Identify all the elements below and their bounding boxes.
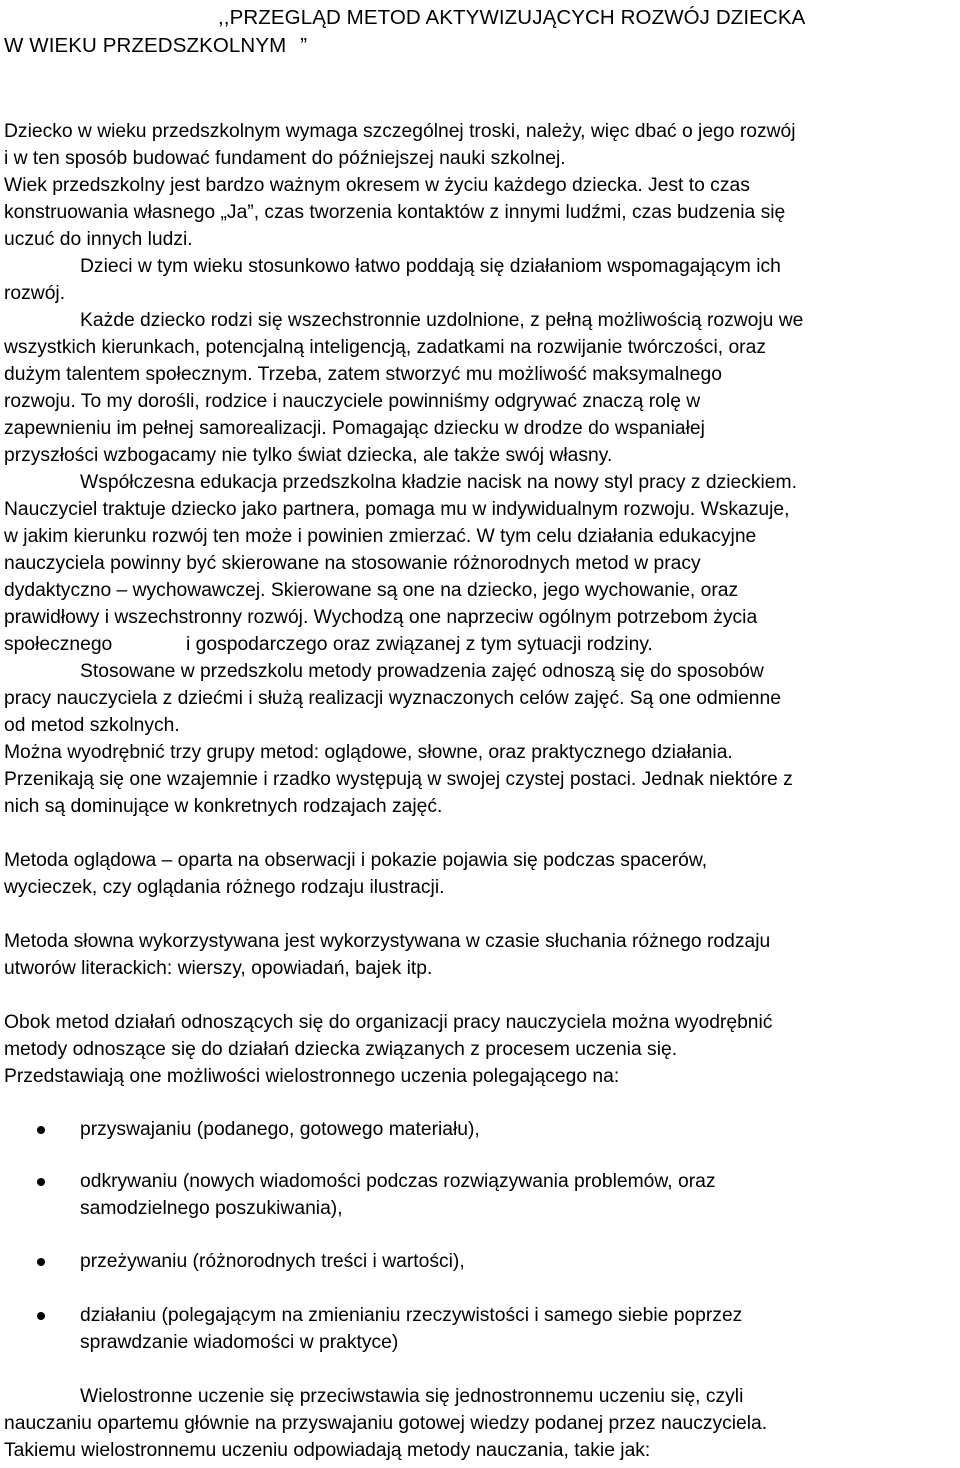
paragraph-line: od metod szkolnych. <box>4 715 180 736</box>
paragraph-line: konstruowania własnego „Ja”, czas tworzenia kontaktów z innymi ludźmi, czas budzenia się <box>4 202 786 223</box>
paragraph-line: pracy nauczyciela z dziećmi i służą realizacji wyznaczonych celów zajęć. Są one odmienne <box>4 688 781 709</box>
document-title-line-2 <box>4 33 307 59</box>
paragraph-line: Obok metod działań odnoszących się do organizacji pracy nauczyciela można wyodrębnić <box>4 1012 773 1033</box>
paragraph-line: Nauczyciel traktuje dziecko jako partnera, pomaga mu w indywidualnym rozwoju. Wskazuje, <box>4 499 790 520</box>
paragraph-line: uczuć do innych ludzi. <box>4 229 193 250</box>
paragraph-line: prawidłowy i wszechstronny rozwój. Wychodzą one naprzeciw ogólnym potrzebom życia <box>4 607 758 628</box>
paragraph-line: dydaktyczno – wychowawczej. Skierowane są one na dziecko, jego wychowanie, oraz <box>4 580 739 601</box>
paragraph-line: Można wyodrębnić trzy grupy metod: oglądowe, słowne, oraz praktycznego działania. <box>4 742 733 763</box>
paragraph-line: wszystkich kierunkach, potencjalną inteligencją, zadatkami na rozwijanie twórczości, oraz <box>4 337 766 358</box>
paragraph-line: Wiek przedszkolny jest bardzo ważnym okresem w życiu każdego dziecka. Jest to czas <box>4 175 750 196</box>
paragraph-line: Metoda oglądowa – oparta na obserwacji i pokazie pojawia się podczas spacerów, <box>4 850 708 871</box>
paragraph-line: przyszłości wzbogacamy nie tylko świat dziecka, ale także swój własny. <box>4 445 613 466</box>
paragraph-line: dużym talentem społecznym. Trzeba, zatem stworzyć mu możliwość maksymalnego <box>4 364 722 385</box>
paragraph-line: metody odnoszące się do działań dziecka związanych z procesem uczenia się. <box>4 1039 678 1060</box>
paragraph-line: Dzieci w tym wieku stosunkowo łatwo poddają się działaniom wspomagającym ich <box>80 256 781 277</box>
paragraph-line: Współczesna edukacja przedszkolna kładzie nacisk na nowy styl pracy z dzieckiem. <box>80 472 797 493</box>
title-text: W WIEKU PRZEDSZKOLNYM <box>4 34 287 57</box>
list-item: przeżywaniu (różnorodnych treści i wartości), <box>80 1251 465 1272</box>
paragraph-line: nauczaniu opartemu głównie na przyswajaniu gotowej wiedzy podanej przez nauczyciela. <box>4 1413 768 1434</box>
paragraph-line: Metoda słowna wykorzystywana jest wykorzystywana w czasie słuchania różnego rodzaju <box>4 931 771 952</box>
list-item: działaniu (polegającym na zmienianiu rzeczywistości i samego siebie poprzez <box>80 1305 743 1326</box>
list-item: odkrywaniu (nowych wiadomości podczas rozwiązywania problemów, oraz <box>80 1171 716 1192</box>
paragraph-line: nauczyciela powinny być skierowane na stosowanie różnorodnych metod w pracy <box>4 553 701 574</box>
paragraph-line: w jakim kierunku rozwój ten może i powinien zmierzać. W tym celu działania edukacyjne <box>4 526 757 547</box>
list-item-continuation: sprawdzanie wiadomości w praktyce) <box>80 1332 399 1353</box>
paragraph-line: zapewnieniu im pełnej samorealizacji. Pomagając dziecku w drodze do wspaniałej <box>4 418 705 439</box>
list-item-continuation: samodzielnego poszukiwania), <box>80 1198 343 1219</box>
bullet-icon <box>37 1258 45 1266</box>
paragraph-line: utworów literackich: wierszy, opowiadań, bajek itp. <box>4 958 433 979</box>
paragraph-line: i w ten sposób budować fundament do późniejszej nauki szkolnej. <box>4 148 566 169</box>
bullet-icon <box>37 1178 45 1186</box>
paragraph-line: Dziecko w wieku przedszkolnym wymaga szczególnej troski, należy, więc dbać o jego rozwój <box>4 121 796 142</box>
bullet-icon <box>37 1312 45 1320</box>
paragraph-line: Każde dziecko rodzi się wszechstronnie uzdolnione, z pełną możliwością rozwoju we <box>80 310 804 331</box>
paragraph-line: Wielostronne uczenie się przeciwstawia się jednostronnemu uczeniu się, czyli <box>80 1386 744 1407</box>
paragraph-line: i gospodarczego oraz związanej z tym sytuacji rodziny. <box>186 634 653 655</box>
paragraph-line: wycieczek, czy oglądania różnego rodzaju ilustracji. <box>4 877 445 898</box>
paragraph-line: rozwój. <box>4 283 66 304</box>
paragraph-line: rozwoju. To my dorośli, rodzice i nauczyciele powinniśmy odgrywać znaczą rolę w <box>4 391 701 412</box>
paragraph-line: Przenikają się one wzajemnie i rzadko występują w swojej czystej postaci. Jednak niektóre z <box>4 769 793 790</box>
paragraph-line: Stosowane w przedszkolu metody prowadzenia zajęć odnoszą się do sposobów <box>80 661 764 682</box>
bullet-icon <box>37 1126 45 1134</box>
paragraph-line: nich są dominujące w konkretnych rodzajach zajęć. <box>4 796 443 817</box>
document-title-line-1: ,,PRZEGLĄD METOD AKTYWIZUJĄCYCH ROZWÓJ DZIECKA <box>218 6 806 29</box>
paragraph-line: Takiemu wielostronnemu uczeniu odpowiadają metody nauczania, takie jak: <box>4 1440 651 1461</box>
title-close-quote: ” <box>300 34 308 57</box>
list-item: przyswajaniu (podanego, gotowego materiału), <box>80 1119 480 1140</box>
paragraph-line: Przedstawiają one możliwości wielostronnego uczenia polegającego na: <box>4 1066 620 1087</box>
paragraph-line: społecznego <box>4 634 113 655</box>
